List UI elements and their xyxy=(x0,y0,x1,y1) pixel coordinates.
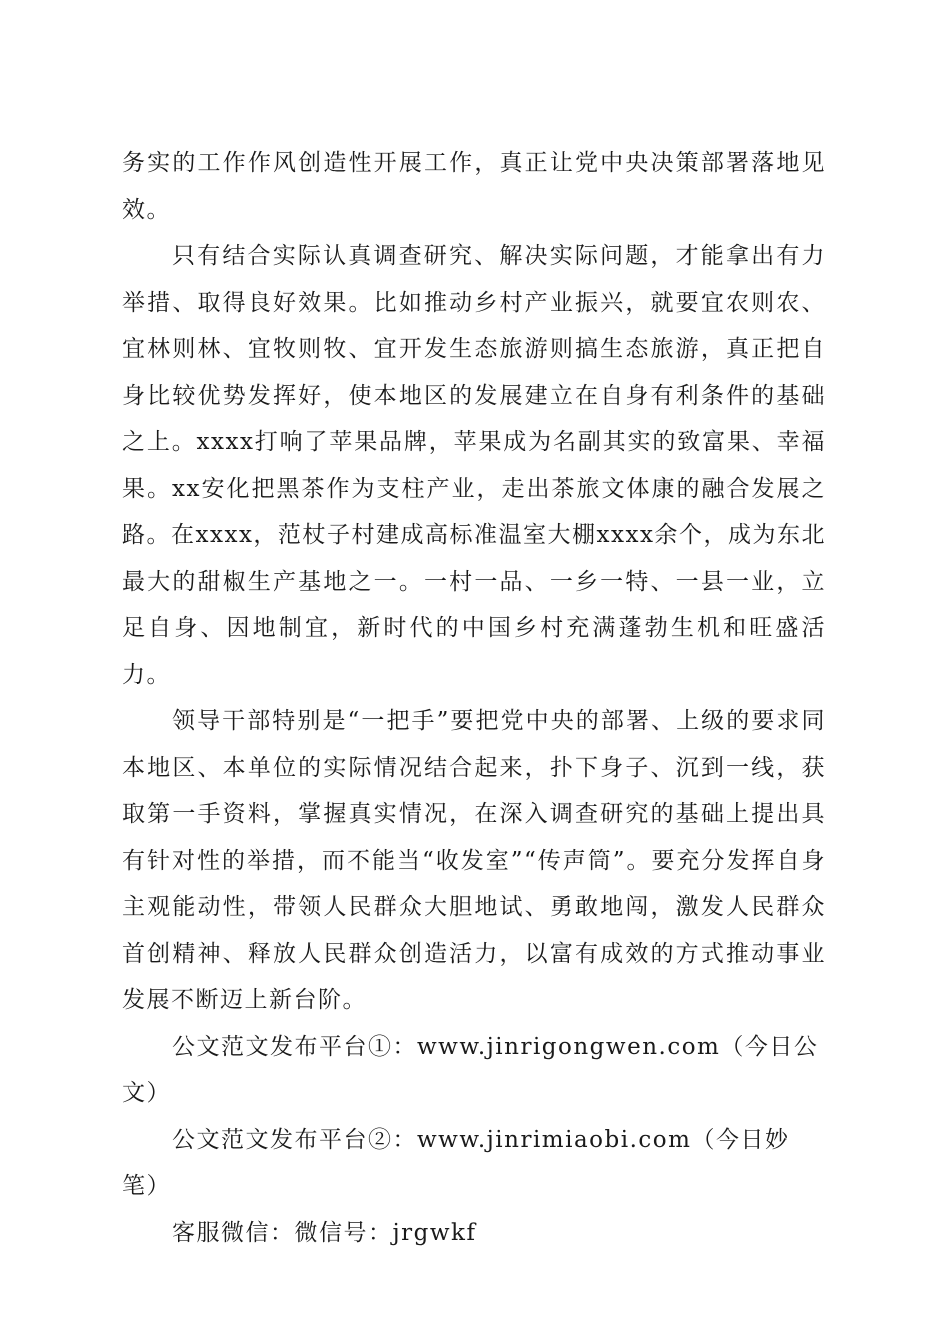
paragraph-continuation: 务实的工作作风创造性开展工作，真正让党中央决策部署落地见效。 xyxy=(122,150,826,223)
footer-customer-service: 客服微信：微信号：jrgwkf xyxy=(172,1219,477,1246)
document-body xyxy=(122,140,826,1256)
paragraph-leadership: 领导干部特别是“一把手”要把党中央的部署、上级的要求同本地区、本单位的实际情况结合起来，扑下身子、沉到一线，获取第一手资料，掌握真实情况，在深入调查研究的基础上提出具有针对性的举措，而不能当“收发室”“传声筒”。要充分发挥自身主观能动性，带领人民群众大胆地试、勇敢地闯，激发人民群众首创精神、释放人民群众创造活力，以富有成效的方式推动事业发展不断迈上新台阶。 xyxy=(122,708,826,1013)
footer-platform-2: 公文范文发布平台②：www.jinrimiaobi.com（今日妙笔） xyxy=(122,1126,790,1199)
paragraph-rural-industry: 只有结合实际认真调查研究、解决实际问题，才能拿出有力举措、取得良好效果。比如推动乡村产业振兴，就要宜农则农、宜林则林、宜牧则牧、宜开发生态旅游则搞生态旅游，真正把自身比较优势发挥好，使本地区的发展建立在自身有利条件的基础之上。xxxx打响了苹果品牌，苹果成为名副其实的致富果、幸福果。xx安化把黑茶作为支柱产业，走出茶旅文体康的融合发展之路。在xxxx，范杖子村建成高标准温室大棚xxxx余个，成为东北最大的甜椒生产基地之一。一村一品、一乡一特、一县一业，立足自身、因地制宜，新时代的中国乡村充满蓬勃生机和旺盛活力。 xyxy=(122,243,826,688)
footer-platform-1: 公文范文发布平台①：www.jinrigongwen.com（今日公文） xyxy=(122,1033,819,1106)
